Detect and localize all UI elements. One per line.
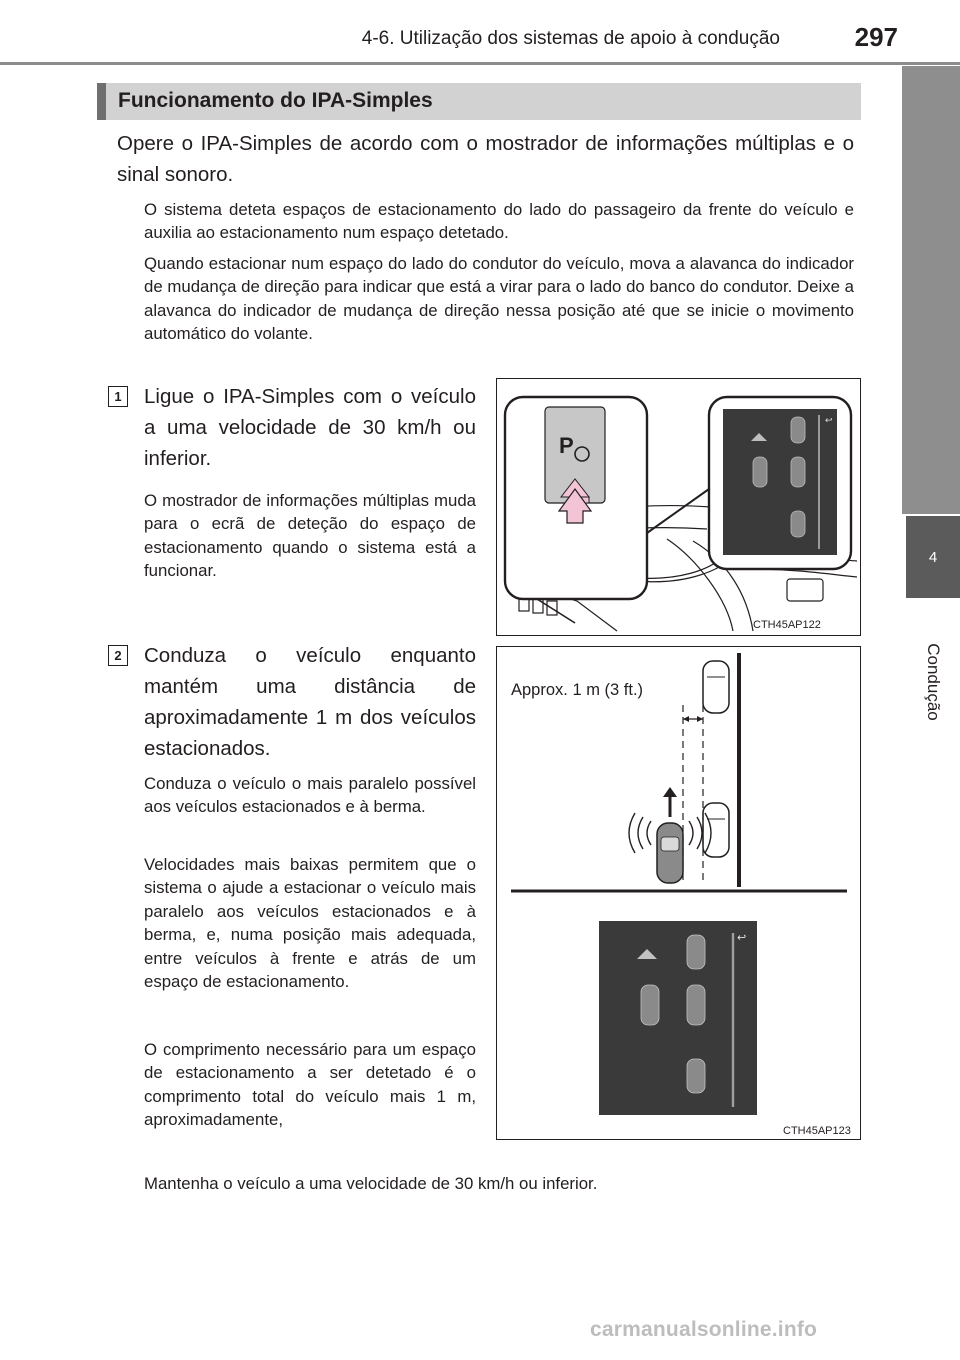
- step-2-body-3: O comprimento necessário para um espaço de estacionamento a ser detetado é o comprimento total do veículo mais 1 m, aproximadamente,: [144, 1040, 476, 1130]
- watermark: carmanualsonline.info: [590, 1318, 818, 1341]
- distance-label: Approx. 1 m (3 ft.): [511, 681, 644, 699]
- distance-guides: [683, 705, 703, 883]
- own-vehicle: [657, 823, 683, 883]
- return-icon: ↩: [825, 415, 833, 425]
- intro-paragraph-1: O sistema deteta espaços de estacionamento do lado do passageiro da frente do veículo e auxilia ao estacionamento num espaço detetado.: [144, 200, 854, 243]
- parked-cars: [703, 661, 729, 857]
- figure-2-code: CTH45AP123: [783, 1125, 851, 1137]
- section-heading: [97, 83, 861, 120]
- chapter-label-tab: [906, 608, 960, 768]
- step-1-body: O mostrador de informações múltiplas muda para o ecrã de deteção do espaço de estacionamento quando o sistema está a funcionar.: [144, 491, 476, 581]
- step-2-heading: Conduza o veículo enquanto mantém uma distância de aproximadamente 1 m dos veículos estacionados.: [144, 644, 476, 760]
- chapter-tab-bar: [902, 66, 960, 514]
- step-1-number: 1: [108, 386, 128, 407]
- figure-1-code: CTH45AP122: [753, 619, 821, 631]
- section-heading-text: Funcionamento do IPA-Simples: [118, 89, 433, 112]
- figure-1-illustration: [497, 379, 859, 634]
- page-number: 297: [854, 22, 898, 52]
- step-2-body-2: Velocidades mais baixas permitem que o sistema o ajude a estacionar o veículo mais paralelo aos veículos estacionados e à berma, e, numa posição mais adequada, entre veículos à frente e atrás de um espaço de estacionamento.: [144, 855, 476, 992]
- step-1-heading: Ligue o IPA-Simples com o veículo a uma velocidade de 30 km/h ou inferior.: [144, 385, 476, 470]
- step-2-number: 2: [108, 645, 128, 666]
- chapter-number-tab[interactable]: 4: [906, 516, 960, 598]
- return-icon: ↩: [737, 932, 747, 944]
- figure-2-illustration: [497, 647, 859, 1138]
- intro-paragraph-2: Quando estacionar num espaço do lado do condutor do veículo, mova a alavanca do indicador de mudança de direção para indicar que está a virar para o lado do banco do condutor. Deixe a alavanca do indicador de mudança de direção nessa posição até que se inicie o movimento automático do volante.: [144, 254, 854, 344]
- lead-paragraph: Opere o IPA-Simples de acordo com o mostrador de informações múltiplas e o sinal sonoro.: [117, 132, 854, 186]
- parking-icon: P: [559, 433, 574, 458]
- step-2-body-1: Conduza o veículo o mais paralelo possível aos veículos estacionados e à berma.: [144, 774, 476, 817]
- figure-1: [496, 378, 861, 636]
- step-2-trailing: Mantenha o veículo a uma velocidade de 30 km/h ou inferior.: [144, 1174, 598, 1193]
- figure-2: [496, 646, 861, 1140]
- header-rule: [0, 62, 960, 65]
- running-header: 4-6. Utilização dos sistemas de apoio à condução: [361, 28, 780, 49]
- chapter-label: Condução: [924, 643, 943, 721]
